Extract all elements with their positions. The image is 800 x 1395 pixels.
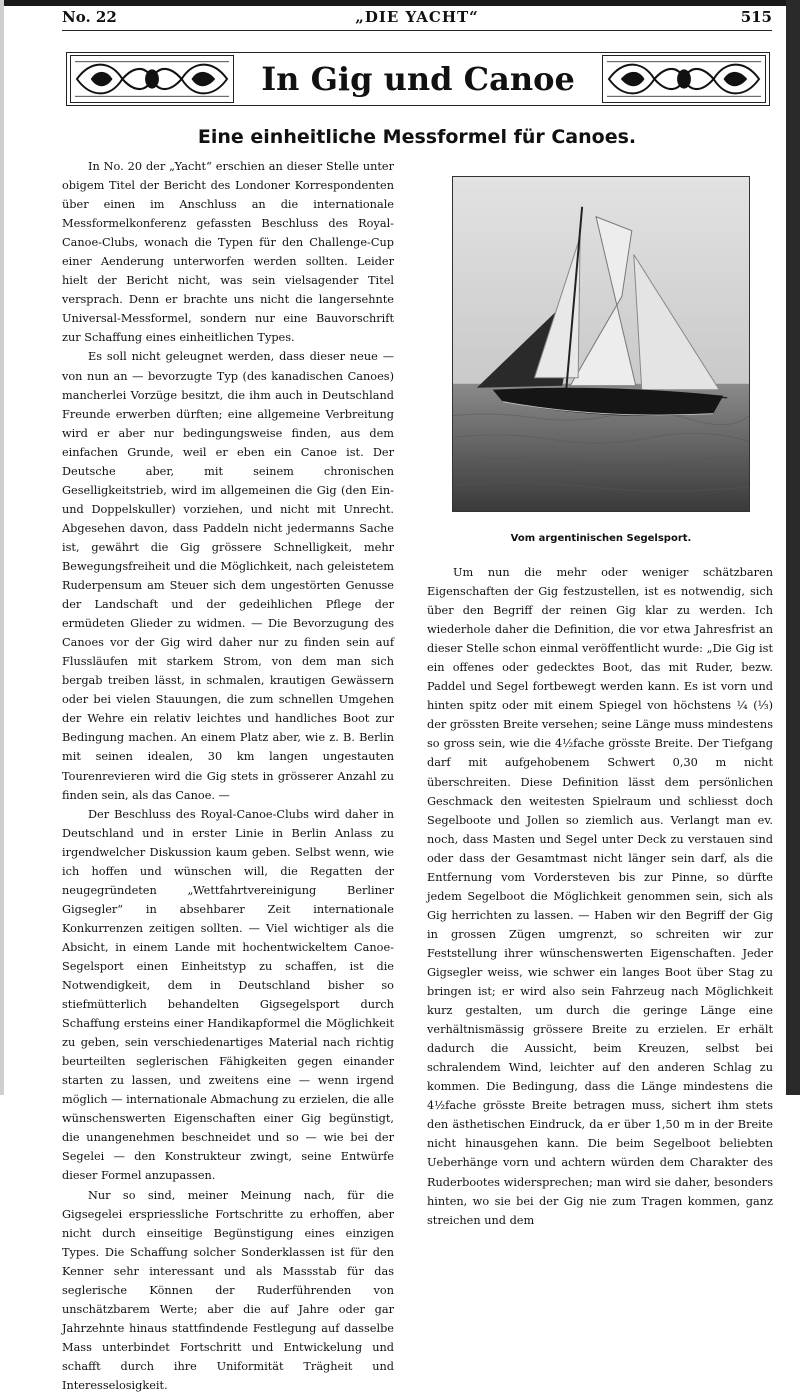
article-column-right (427, 563, 773, 1230)
sailboat-photo (452, 176, 750, 512)
ornament-right-art (603, 56, 765, 102)
running-head (62, 6, 772, 28)
article-title: Eine einheitliche Messformel für Canoes. (197, 126, 637, 148)
paragraph: Um nun die mehr oder weniger schätzbaren Eigenschaften der Gig festzustellen, ist es notwendig, sich über den Begriff der reinen Gig klar zu werden. Ich wiederhole daher die Definition, die vor etwa Jahresfrist an dieser Stelle schon einmal veröffentlicht wurde: „Die Gig ist ein offenes oder gedecktes Boot, das mit Ruder, bezw. Paddel und Segel fortbewegt werden kann. Es ist vorn und hinten spitz oder mit einem Spiegel von höchstens ¼ (⅓) der grössten Breite versehen; seine Länge muss mindestens so gross sein, wie die 4½fache grösste Breite. Der Tiefgang darf mit aufgehobenem Schwert 0,30 m nicht überschreiten. Diese Definition lässt dem persönlichen Geschmack den weitesten Spielraum und schliesst doch Segelboote und Jollen so ziemlich aus. Verlangt man ev. noch, dass Masten und Segel unter Deck zu verstauen sind oder dass der Gesamtmast nicht länger sein darf, als die Entfernung vom Vordersteven bis zur Pinne, so dürfte jedem Segelboot die Möglichkeit genommen sein, sich als Gig herrichten zu lassen. — Haben wir den Begriff der Gig in grossen Zügen umgrenzt, so schreiten wir zur Feststellung ihrer wünschenswerten Eigenschaften. Jeder Gigsegler weiss, wie schwer ein langes Boot über Stag zu bringen ist; er wird also sein Fahrzeug nach Möglichkeit kurz gestalten, um durch die geringe Länge eine verhältnismässig grössere Breite zu erzielen. Er erhält dadurch die Aussicht, beim Kreuzen, selbst bei schralendem Wind, leichter auf den anderen Schlag zu kommen. Die Bedingung, dass die Länge mindestens die 4½fache grösste Breite betragen muss, sichert ihm stets den ästhetischen Eindruck, da er über 1,50 m in der Breite nicht hinausgehen kann. Die beim Segelboot beliebten Ueberhänge vorn und achtern würden dem Charakter des Ruderbootes widersprechen; man wird sie daher, besonders hinten, wo sie bei der Gig nie zum Tragen kommen, ganz streichen und dem (427, 566, 773, 1227)
scan-edge-left (0, 0, 4, 1095)
paragraph: Der Beschluss des Royal-Canoe-Clubs wird daher in Deutschland und in erster Linie in Berlin Anlass zu irgendwelcher Diskussion kaum geben. Selbst wenn, wie ich hoffen und wünschen will, die Regatten der neugegründeten „Wettfahrtvereinigung Berliner Gigsegler“ in absehbarer Zeit internationale Konkurrenzen zeitigen sollten. — Viel wichtiger als die Absicht, in einem Lande mit hochentwickeltem Canoe-Segelsport einen Einheitstyp zu schaffen, ist die Notwendigkeit, dem in Deutschland bisher so stiefmütterlich behandelten Gigsegelsport durch Schaffung ersteins einer Handikapformel die Möglichkeit zu geben, sein verschiedenartiges Material nach richtig beurteilten seglerischen Fähigkeiten gegen einander starten zu lassen, und zweitens eine — wenn irgend möglich — internationale Abmachung zu erzielen, die alle wünschenswerten Eigenschaften einer Gig begünstigt, die unangenehmen beschneidet und so — wie bei der Segelei — den Konstrukteur zwingt, seine Entwürfe dieser Formel anzupassen. (62, 807, 394, 1183)
ornament-right (602, 55, 766, 103)
paragraph: In No. 20 der „Yacht“ erschien an dieser Stelle unter obigem Titel der Bericht des Londoner Korrespondenten über einen im Anschluss an die internationale Messformelkonferenz gefassten Beschluss des Royal-Canoe-Clubs, wonach die Typen für den Challenge-Cup einer Aenderung unterworfen werden sollten. Leider hielt der Bericht nicht, was sein vielsagender Titel versprach. Denn er brachte uns nicht die langersehnte Universal-Messformel, sondern nur eine Bauvorschrift zur Schaffung eines einheitlichen Types. (62, 160, 394, 345)
header-rule (62, 30, 772, 31)
scan-edge-right (786, 0, 800, 1095)
magazine-name: „DIE YACHT“ (355, 8, 479, 26)
page-number: 515 (740, 8, 772, 26)
issue-number: No. 22 (62, 8, 117, 26)
ornament-left-art (71, 56, 233, 102)
ornament-left (70, 55, 234, 103)
photo-caption: Vom argentinischen Segelsport. (510, 533, 692, 544)
article-column-left (62, 157, 394, 1395)
banner-title: In Gig und Canoe (261, 60, 575, 98)
sailboat-photo-art (453, 177, 749, 511)
paragraph: Es soll nicht geleugnet werden, dass dieser neue — von nun an — bevorzugte Typ (des kanadischen Canoes) mancherlei Vorzüge besitzt, die ihm auch in Deutschland Freunde erwerben dürften; eine allgemeine Verbreitung wird er aber nur bedingungsweise finden, aus dem einfachen Grunde, weil er eben ein Canoe ist. Der Deutsche aber, mit seinem chronischen Geselligkeitstrieb, wird im allgemeinen die Gig (den Ein- und Doppelskuller) vorziehen, und nicht mit Unrecht. Abgesehen davon, dass Paddeln nicht jedermanns Sache ist, gewährt die Gig grössere Schnelligkeit, mehr Bewegungsfreiheit und die Möglichkeit, nach geleistetem Ruderpensum am Steuer sich dem ungestörten Genusse der Landschaft und der gedeihlichen Pflege der ermüdeten Glieder zu widmen. — Die Bevorzugung des Canoes vor der Gig wird daher nur zu finden sein auf Flussläufen mit starkem Strom, von dem man sich bergab treiben lässt, in schmalen, krautigen Gewässern oder bei vielen Stauungen, die zum schnellen Umgehen der Wehre ein relativ leichtes und handliches Boot zur Bedingung machen. An einem Platz aber, wie z. B. Berlin mit seinen idealen, 30 km langen ungestauten Tourenrevieren wird die Gig stets in grösserer Anzahl zu finden sein, als das Canoe. — (62, 350, 394, 802)
section-banner (66, 52, 770, 106)
paragraph: Nur so sind, meiner Meinung nach, für die Gigsegelei erspriessliche Fortschritte zu erhoffen, aber nicht durch einseitige Begünstigung eines einzigen Types. Die Schaffung solcher Sonderklassen ist für den Kenner sehr interessant und als Massstab für das seglerische Können der Ruderführenden von unschätzbarem Werte; aber die auf Jahre oder gar Jahrzehnte hinaus stattfindende Festlegung auf dasselbe Mass unterbindet Fortschritt und Entwickelung und schafft durch ihre Uniformität Trägheit und Interesselosigkeit. (62, 1188, 394, 1392)
